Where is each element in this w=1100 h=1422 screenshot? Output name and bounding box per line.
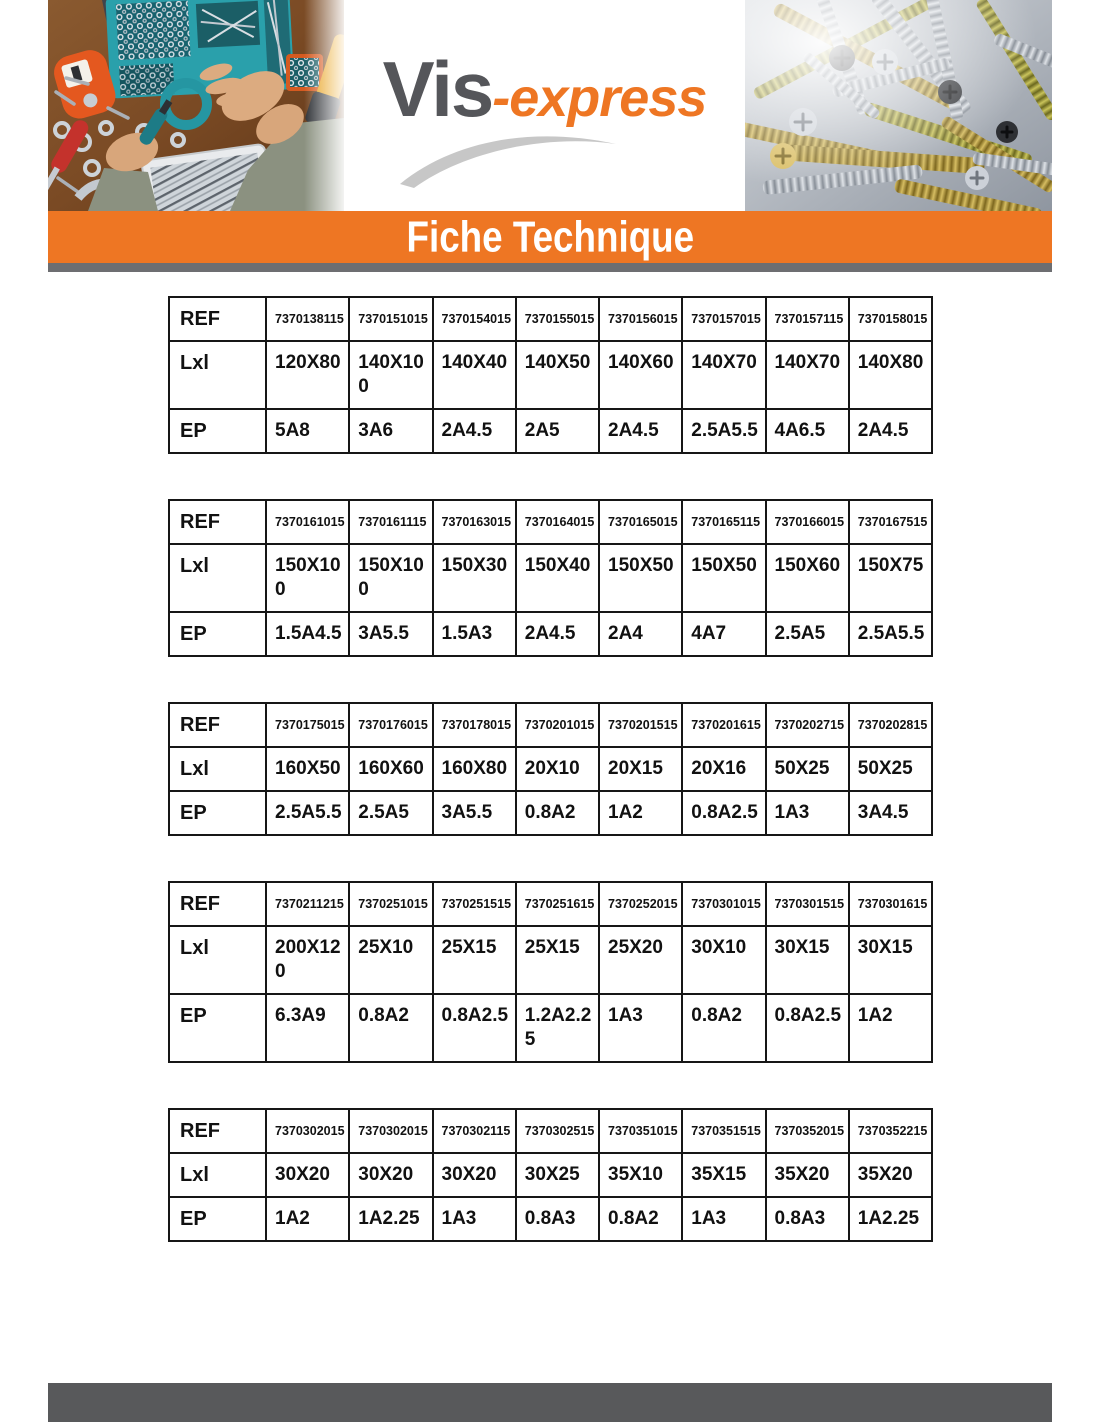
dim-cell: 35X20 <box>766 1153 849 1197</box>
dim-cell: 30X15 <box>766 926 849 994</box>
ref-row <box>169 882 932 926</box>
ref-cell: 7370161115 <box>349 500 432 544</box>
ep-cell: 2A4.5 <box>849 409 932 453</box>
ep-row <box>169 409 932 453</box>
ref-cell: 7370164015 <box>516 500 599 544</box>
dim-row <box>169 341 932 409</box>
ref-cell: 7370302015 <box>349 1109 432 1153</box>
dim-cell: 140X40 <box>433 341 516 409</box>
ref-cell: 7370151015 <box>349 297 432 341</box>
ep-cell: 2.5A5 <box>349 791 432 835</box>
dim-row-label: Lxl <box>169 747 266 791</box>
ref-cell: 7370352215 <box>849 1109 932 1153</box>
ref-cell: 7370178015 <box>433 703 516 747</box>
dim-cell: 20X16 <box>682 747 765 791</box>
ep-row <box>169 612 932 656</box>
ref-cell: 7370251615 <box>516 882 599 926</box>
ep-cell: 2.5A5.5 <box>266 791 349 835</box>
ep-row <box>169 1197 932 1241</box>
ep-cell: 3A5.5 <box>433 791 516 835</box>
ref-row <box>169 500 932 544</box>
dim-cell: 150X30 <box>433 544 516 612</box>
ep-cell: 6.3A9 <box>266 994 349 1062</box>
dim-cell: 25X15 <box>516 926 599 994</box>
dim-cell: 35X10 <box>599 1153 682 1197</box>
dim-row <box>169 544 932 612</box>
ep-cell: 1.5A3 <box>433 612 516 656</box>
ref-row-label: REF <box>169 703 266 747</box>
dim-cell: 140X50 <box>516 341 599 409</box>
ref-row <box>169 297 932 341</box>
ref-cell: 7370301615 <box>849 882 932 926</box>
ref-row <box>169 703 932 747</box>
ep-row-label: EP <box>169 994 266 1062</box>
ep-cell: 0.8A2 <box>349 994 432 1062</box>
ref-cell: 7370157115 <box>766 297 849 341</box>
ref-cell: 7370301015 <box>682 882 765 926</box>
logo-vis-text: Vis <box>382 45 493 133</box>
ref-cell: 7370201615 <box>682 703 765 747</box>
footer-bar <box>48 1383 1052 1422</box>
dim-cell: 30X25 <box>516 1153 599 1197</box>
ep-row-label: EP <box>169 791 266 835</box>
ep-cell: 2A4.5 <box>599 409 682 453</box>
ref-cell: 7370302115 <box>433 1109 516 1153</box>
header <box>48 0 1052 211</box>
ref-cell: 7370251515 <box>433 882 516 926</box>
dim-cell: 140X80 <box>849 341 932 409</box>
dim-cell: 50X25 <box>766 747 849 791</box>
ep-cell: 0.8A2.5 <box>433 994 516 1062</box>
ref-cell: 7370166015 <box>766 500 849 544</box>
dim-cell: 160X50 <box>266 747 349 791</box>
ref-cell: 7370165015 <box>599 500 682 544</box>
ep-cell: 3A6 <box>349 409 432 453</box>
ref-cell: 7370155015 <box>516 297 599 341</box>
ep-cell: 2.5A5.5 <box>682 409 765 453</box>
ep-cell: 1.2A2.25 <box>516 994 599 1062</box>
ep-cell: 0.8A2 <box>682 994 765 1062</box>
dim-row <box>169 926 932 994</box>
dim-cell: 20X10 <box>516 747 599 791</box>
workbench-photo-illustration <box>48 0 344 211</box>
ep-cell: 1A2 <box>849 994 932 1062</box>
dim-cell: 120X80 <box>266 341 349 409</box>
ref-cell: 7370251015 <box>349 882 432 926</box>
ref-row <box>169 1109 932 1153</box>
dim-cell: 160X60 <box>349 747 432 791</box>
ep-cell: 0.8A3 <box>766 1197 849 1241</box>
ref-cell: 7370301515 <box>766 882 849 926</box>
dim-cell: 150X60 <box>766 544 849 612</box>
ep-cell: 1A2.25 <box>349 1197 432 1241</box>
dim-cell: 30X10 <box>682 926 765 994</box>
logo-text <box>344 45 745 133</box>
ref-cell: 7370201515 <box>599 703 682 747</box>
dim-row-label: Lxl <box>169 926 266 994</box>
ref-cell: 7370157015 <box>682 297 765 341</box>
ep-cell: 1A3 <box>433 1197 516 1241</box>
logo-express-text: -express <box>492 68 707 128</box>
banner-underline-bar <box>48 263 1052 272</box>
dim-cell: 150X50 <box>599 544 682 612</box>
dim-cell: 140X100 <box>349 341 432 409</box>
ep-cell: 4A6.5 <box>766 409 849 453</box>
ref-cell: 7370156015 <box>599 297 682 341</box>
ep-cell: 1A3 <box>682 1197 765 1241</box>
dim-cell: 30X20 <box>433 1153 516 1197</box>
ref-cell: 7370175015 <box>266 703 349 747</box>
ep-cell: 2A4 <box>599 612 682 656</box>
dim-cell: 140X70 <box>682 341 765 409</box>
ref-cell: 7370351015 <box>599 1109 682 1153</box>
dim-cell: 25X20 <box>599 926 682 994</box>
ep-cell: 1A3 <box>599 994 682 1062</box>
ep-cell: 3A5.5 <box>349 612 432 656</box>
ep-cell: 2A4.5 <box>516 612 599 656</box>
dim-row <box>169 1153 932 1197</box>
dim-cell: 20X15 <box>599 747 682 791</box>
ref-row-label: REF <box>169 1109 266 1153</box>
ep-cell: 0.8A2.5 <box>766 994 849 1062</box>
ref-cell: 7370154015 <box>433 297 516 341</box>
dim-row <box>169 747 932 791</box>
dim-row-label: Lxl <box>169 341 266 409</box>
spec-table-4 <box>168 881 933 1063</box>
ep-cell: 4A7 <box>682 612 765 656</box>
ep-cell: 5A8 <box>266 409 349 453</box>
ref-row-label: REF <box>169 297 266 341</box>
ep-cell: 1A2 <box>599 791 682 835</box>
ref-cell: 7370202715 <box>766 703 849 747</box>
title-banner <box>48 211 1052 263</box>
ref-cell: 7370201015 <box>516 703 599 747</box>
dim-cell: 30X15 <box>849 926 932 994</box>
ref-cell: 7370211215 <box>266 882 349 926</box>
ref-cell: 7370163015 <box>433 500 516 544</box>
dim-cell: 25X10 <box>349 926 432 994</box>
ref-cell: 7370158015 <box>849 297 932 341</box>
dim-cell: 50X25 <box>849 747 932 791</box>
ep-cell: 1.5A4.5 <box>266 612 349 656</box>
workbench-photo <box>48 0 344 211</box>
ref-cell: 7370202815 <box>849 703 932 747</box>
ep-cell: 1A2 <box>266 1197 349 1241</box>
dim-cell: 150X75 <box>849 544 932 612</box>
ep-row-label: EP <box>169 409 266 453</box>
ep-cell: 2.5A5 <box>766 612 849 656</box>
dim-cell: 150X40 <box>516 544 599 612</box>
ref-cell: 7370302515 <box>516 1109 599 1153</box>
ep-cell: 0.8A2 <box>599 1197 682 1241</box>
ep-row-label: EP <box>169 1197 266 1241</box>
ep-cell: 0.8A3 <box>516 1197 599 1241</box>
spec-table-2 <box>168 499 933 657</box>
dim-row-label: Lxl <box>169 1153 266 1197</box>
logo-swoosh <box>394 128 624 188</box>
dim-cell: 150X50 <box>682 544 765 612</box>
spec-tables <box>168 296 933 1287</box>
ep-cell: 1A2.25 <box>849 1197 932 1241</box>
ep-cell: 1A3 <box>766 791 849 835</box>
ep-row <box>169 791 932 835</box>
ep-cell: 0.8A2.5 <box>682 791 765 835</box>
spec-table-3 <box>168 702 933 836</box>
spec-table-5 <box>168 1108 933 1242</box>
ep-row-label: EP <box>169 612 266 656</box>
ep-cell: 0.8A2 <box>516 791 599 835</box>
ref-cell: 7370161015 <box>266 500 349 544</box>
dim-cell: 150X100 <box>349 544 432 612</box>
ref-row-label: REF <box>169 500 266 544</box>
ep-cell: 3A4.5 <box>849 791 932 835</box>
page-title: Fiche Technique <box>406 212 694 261</box>
ep-cell: 2A5 <box>516 409 599 453</box>
ref-cell: 7370176015 <box>349 703 432 747</box>
screws-photo-illustration <box>745 0 1052 211</box>
dim-cell: 35X15 <box>682 1153 765 1197</box>
dim-cell: 150X100 <box>266 544 349 612</box>
dim-cell: 35X20 <box>849 1153 932 1197</box>
ref-cell: 7370167515 <box>849 500 932 544</box>
ref-cell: 7370302015 <box>266 1109 349 1153</box>
ref-cell: 7370165115 <box>682 500 765 544</box>
ep-row <box>169 994 932 1062</box>
spec-table-1 <box>168 296 933 454</box>
dim-cell: 160X80 <box>433 747 516 791</box>
dim-cell: 25X15 <box>433 926 516 994</box>
dim-cell: 140X70 <box>766 341 849 409</box>
ref-cell: 7370351515 <box>682 1109 765 1153</box>
ep-cell: 2A4.5 <box>433 409 516 453</box>
ref-cell: 7370138115 <box>266 297 349 341</box>
ref-cell: 7370252015 <box>599 882 682 926</box>
dim-cell: 140X60 <box>599 341 682 409</box>
dim-cell: 30X20 <box>266 1153 349 1197</box>
ep-cell: 2.5A5.5 <box>849 612 932 656</box>
ref-cell: 7370352015 <box>766 1109 849 1153</box>
logo <box>344 0 745 211</box>
screws-photo <box>745 0 1052 211</box>
dim-cell: 200X120 <box>266 926 349 994</box>
dim-row-label: Lxl <box>169 544 266 612</box>
dim-cell: 30X20 <box>349 1153 432 1197</box>
ref-row-label: REF <box>169 882 266 926</box>
